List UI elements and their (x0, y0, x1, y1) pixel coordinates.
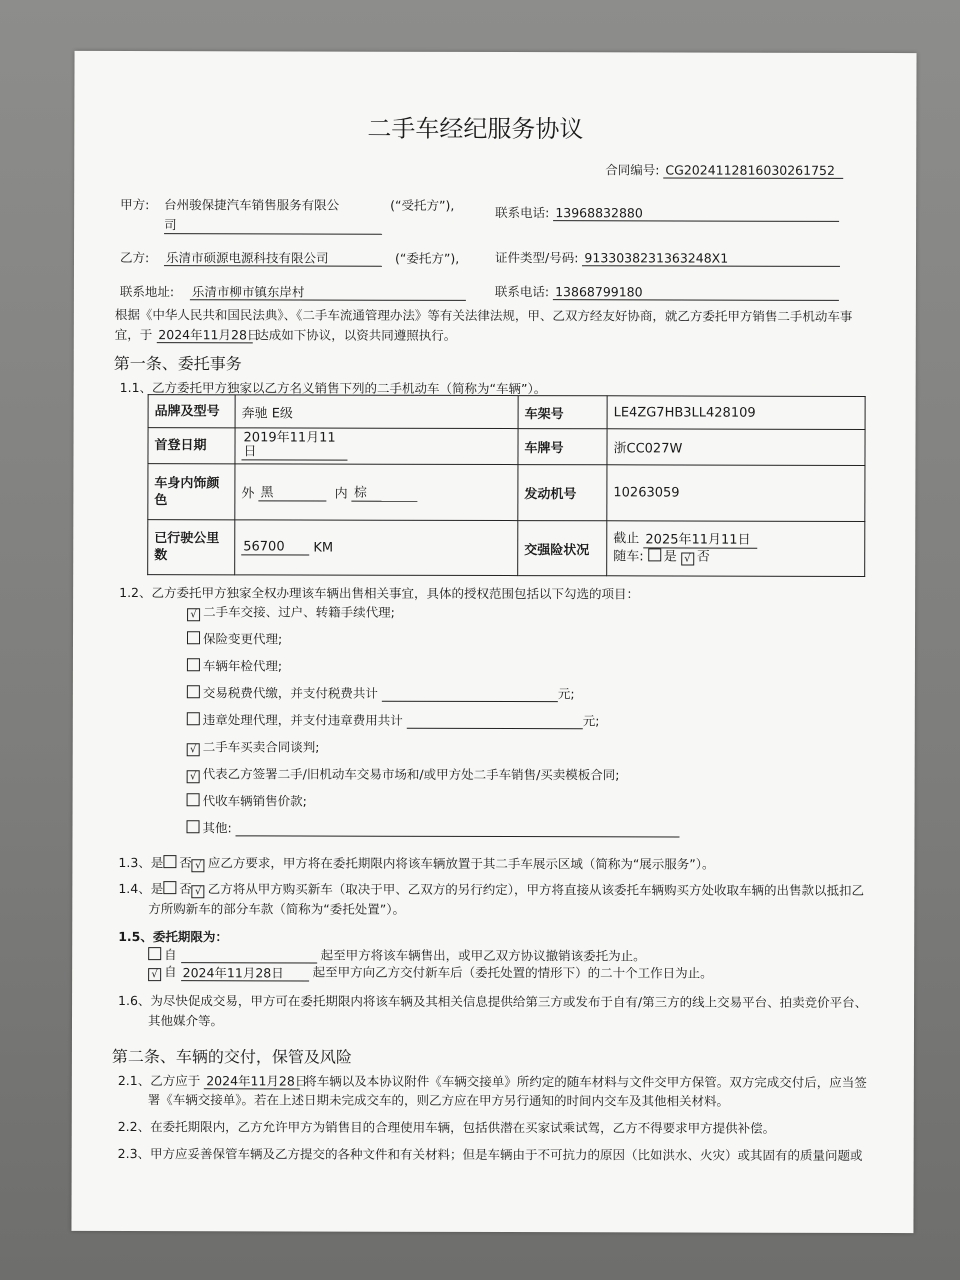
clause-1-4-yes: 1.4、是 (118, 881, 164, 897)
party-a-label: 甲方: (120, 197, 150, 213)
option-checkbox[interactable]: √ (187, 743, 200, 756)
option-item (187, 712, 600, 729)
clause-1-4-text: 乙方将从甲方购买新车（取决于甲、乙双方的另行约定），甲方将直接从该委托车辆购买方处收取车辆的出售款以抵扣乙 (207, 881, 865, 898)
mileage-unit: KM (313, 540, 334, 556)
insurance-label: 交强险状况 (518, 521, 607, 576)
option-item (186, 820, 679, 837)
option-item (187, 685, 575, 702)
clause-1-4-yes-checkbox[interactable] (163, 881, 176, 894)
vin-value: LE4ZG7HB3LL428109 (607, 396, 865, 430)
address-label: 联系地址: (119, 284, 175, 300)
option-item (187, 658, 282, 674)
mileage-label (148, 520, 235, 575)
option-label: 交易税费代缴，并支付税费共计 (202, 685, 378, 701)
vin-label: 车架号 (518, 396, 607, 429)
option-item (187, 739, 320, 756)
party-a-name-line2: 司 (164, 217, 382, 235)
party-b-id-value: 9133038231363248X1 (582, 251, 840, 267)
brand-label: 品牌及型号 (148, 395, 235, 428)
option-label: 代表乙方签署二手/旧机动车交易市场和/或甲方处二手车销售/买卖模板合同; (202, 766, 620, 783)
option-item (187, 793, 307, 809)
option-label: 保险变更代理; (202, 631, 283, 647)
preamble-line2 (115, 327, 457, 344)
option-label: 其他: (202, 820, 232, 836)
delivery-date: 2024年11月28日 (204, 1074, 300, 1089)
clause-2-2: 2.2、在委托期限内，乙方允许甲方为销售目的合理使用车辆，包括供潜在买家试乘试驾，乙方不得要求甲方提供补偿。 (117, 1119, 776, 1136)
option-label: 二手车买卖合同谈判; (202, 739, 320, 755)
vehicle-table (147, 394, 865, 577)
clause-1-3-no-checkbox[interactable]: √ (192, 859, 205, 872)
term-option-2-checkbox[interactable]: √ (148, 968, 161, 981)
plate-value: 浙CC027W (607, 429, 865, 466)
interior-label: 内 (334, 486, 348, 502)
insurance-until-date: 2025年11月11日 (643, 533, 757, 548)
address-value: 乐清市柳市镇东岸村 (190, 285, 466, 301)
clause-2-1-text-a: 2.1、乙方应于 (117, 1073, 201, 1089)
option-item (187, 766, 620, 784)
color-label (148, 464, 235, 520)
clause-1-5-label: 1.5、委托期限为： (118, 929, 228, 945)
option-label: 违章处理代理，并支付违章费用共计 (202, 712, 403, 728)
clause-1-6-line2: 其他媒介等。 (147, 1013, 224, 1029)
address (190, 284, 466, 301)
option-item (187, 631, 282, 647)
insurance-no-checkbox[interactable]: √ (681, 552, 694, 565)
insurance-yes-label: 是 (663, 549, 677, 565)
party-b-phone-value: 13868799180 (553, 285, 839, 301)
preamble-date: 2024年11月28日 (156, 328, 252, 343)
term-option-2 (148, 964, 713, 982)
clause-1-3-yes-checkbox[interactable] (163, 855, 176, 868)
insurance-yes-checkbox[interactable] (648, 548, 661, 561)
party-a-phone-label: 联系电话: (495, 205, 550, 221)
option-checkbox[interactable] (186, 820, 199, 833)
option-checkbox[interactable] (187, 685, 200, 698)
insurance-cell (607, 521, 865, 577)
term-option-2-text: 起至甲方向乙方交付新车后（委托处置的情形下）的二十个工作日为止。 (312, 964, 713, 981)
clause-2-3: 2.3、甲方应妥善保管车辆及乙方提交的各种文件和有关材料；但是车辆由于不可抗力的原因（比如洪水、火灾）或其固有的质量问题或 (117, 1146, 863, 1163)
color-label-line1: 车身内饰颜 (154, 475, 220, 491)
option-item (187, 604, 395, 622)
term-option-1-text: 起至甲方将该车辆售出，或甲乙双方协议撤销该委托为止。 (320, 947, 646, 964)
insurance-until-label: 截止 (613, 531, 640, 547)
contract-number-label: 合同编号: (605, 162, 660, 178)
clause-1-4-no: 否 (179, 881, 192, 897)
section2-heading: 第二条、车辆的交付，保管及风险 (111, 1047, 352, 1067)
plate-label: 车牌号 (518, 429, 607, 465)
currency-unit: 元; (557, 686, 575, 702)
tax-amount-field[interactable] (382, 701, 558, 702)
violation-amount-field[interactable] (407, 728, 583, 729)
mileage-value: 56700 (241, 540, 309, 555)
reg-date-cell (235, 428, 518, 465)
option-label: 车辆年检代理; (202, 658, 283, 674)
mileage-label-line2: 数 (154, 548, 168, 564)
clause-1-3 (118, 855, 714, 874)
interior-color: 棕 (352, 487, 418, 502)
party-b-id (495, 250, 840, 267)
option-checkbox[interactable] (187, 712, 200, 725)
exterior-color: 黑 (259, 486, 327, 501)
option-checkbox[interactable] (187, 793, 200, 806)
clause-1-4-line2: 方所购新车的部分车款（简称为“委托处置”）。 (148, 901, 406, 917)
option-label: 二手车交接、过户、转籍手续代理; (203, 604, 395, 620)
preamble-text-b: 达成如下协议，以资共同遵照执行。 (256, 327, 457, 343)
mileage-label-line1: 已行驶公里 (154, 531, 220, 547)
term-option-1-from: 自 (164, 947, 177, 963)
exterior-label: 外 (241, 486, 255, 502)
party-b-phone-label: 联系电话: (494, 284, 550, 300)
preamble-text-a: 宜，于 (114, 327, 153, 343)
option-checkbox[interactable] (187, 631, 200, 644)
insurance-no-label: 否 (696, 549, 710, 565)
clause-1-6-line1: 1.6、为尽快促成交易，甲方可在委托期限内将该车辆及其相关信息提供给第三方或发布于自有/第三方的线上交易平台、拍卖竞价平台、 (118, 993, 868, 1010)
contract-number-value: CG2024112816030261752 (663, 163, 843, 178)
contract-paper (71, 51, 916, 1233)
clause-1-1: 1.1、乙方委托甲方独家以乙方名义销售下列的二手机动车（简称为“车辆”）。 (119, 380, 547, 397)
party-b-role: (“委托方”), (394, 250, 460, 266)
other-field[interactable] (236, 835, 680, 837)
option-checkbox[interactable] (187, 658, 200, 671)
color-label-line2: 色 (154, 492, 168, 508)
brand-value: 奔驰 E级 (235, 395, 518, 429)
engine-value: 10263059 (607, 465, 865, 522)
party-b-name (164, 250, 382, 267)
clause-1-2: 1.2、乙方委托甲方独家全权办理该车辆出售相关事宜，具体的授权范围包括以下勾选的项目： (119, 585, 640, 602)
party-b-name-value: 乐清市硕源电源科技有限公司 (164, 251, 382, 267)
color-cell (235, 464, 518, 521)
party-b-id-label: 证件类型/号码: (494, 250, 579, 266)
clause-1-4-no-checkbox[interactable]: √ (192, 885, 205, 898)
clause-1-4 (118, 881, 864, 900)
clause-2-1-line2: 署《车辆交接单》。若在上述日期未完成交车的，则乙方应在甲方另行通知的时间内交车及其他相关材料。 (147, 1092, 730, 1109)
option-checkbox[interactable]: √ (187, 770, 200, 783)
party-a-name-line1: 台州骏保捷汽车销售服务有限公 (164, 197, 340, 213)
party-a-phone (495, 205, 839, 222)
reg-date-label: 首登日期 (148, 428, 235, 464)
option-checkbox[interactable]: √ (187, 608, 200, 621)
currency-unit: 元; (582, 713, 600, 729)
document-title: 二手车经纪服务协议 (367, 114, 584, 144)
option-label: 代收车辆销售价款; (202, 793, 307, 809)
engine-label: 发动机号 (518, 465, 607, 521)
clause-1-3-no: 否 (179, 855, 192, 871)
party-a-role: (“受托方”), (390, 197, 455, 213)
clause-1-3-yes: 1.3、是 (118, 855, 164, 871)
term-option-2-from: 自 (164, 964, 177, 980)
contract-number (605, 162, 843, 179)
section1-heading: 第一条、委托事务 (113, 354, 242, 374)
insurance-with-car-label: 随车: (613, 549, 644, 565)
term-option-1-checkbox[interactable] (148, 947, 161, 960)
preamble-line1: 根据《中华人民共和国民法典》、《二手车流通管理办法》等有关法律法规，甲、乙双方经友好协商，就乙方委托甲方销售二手机动车事 (114, 307, 853, 324)
term-option-2-date: 2024年11月28日 (181, 966, 309, 981)
clause-1-3-text: 应乙方要求，甲方将在委托期限内将该车辆放置于其二手车展示区域（简称为“展示服务”）。 (207, 855, 715, 872)
party-b-label: 乙方: (119, 250, 150, 266)
term-option-1 (148, 947, 646, 964)
reg-date-value: 2019年11月11日 (241, 431, 347, 460)
party-a-phone-value: 13968832880 (553, 206, 839, 222)
mileage-cell (235, 520, 518, 576)
clause-2-1 (118, 1073, 867, 1091)
party-b-phone (495, 284, 839, 301)
clause-2-1-text-b: 将车辆以及本协议附件《车辆交接单》所约定的随车材料与文件交甲方保管。双方完成交付后，应当签 (304, 1073, 867, 1090)
